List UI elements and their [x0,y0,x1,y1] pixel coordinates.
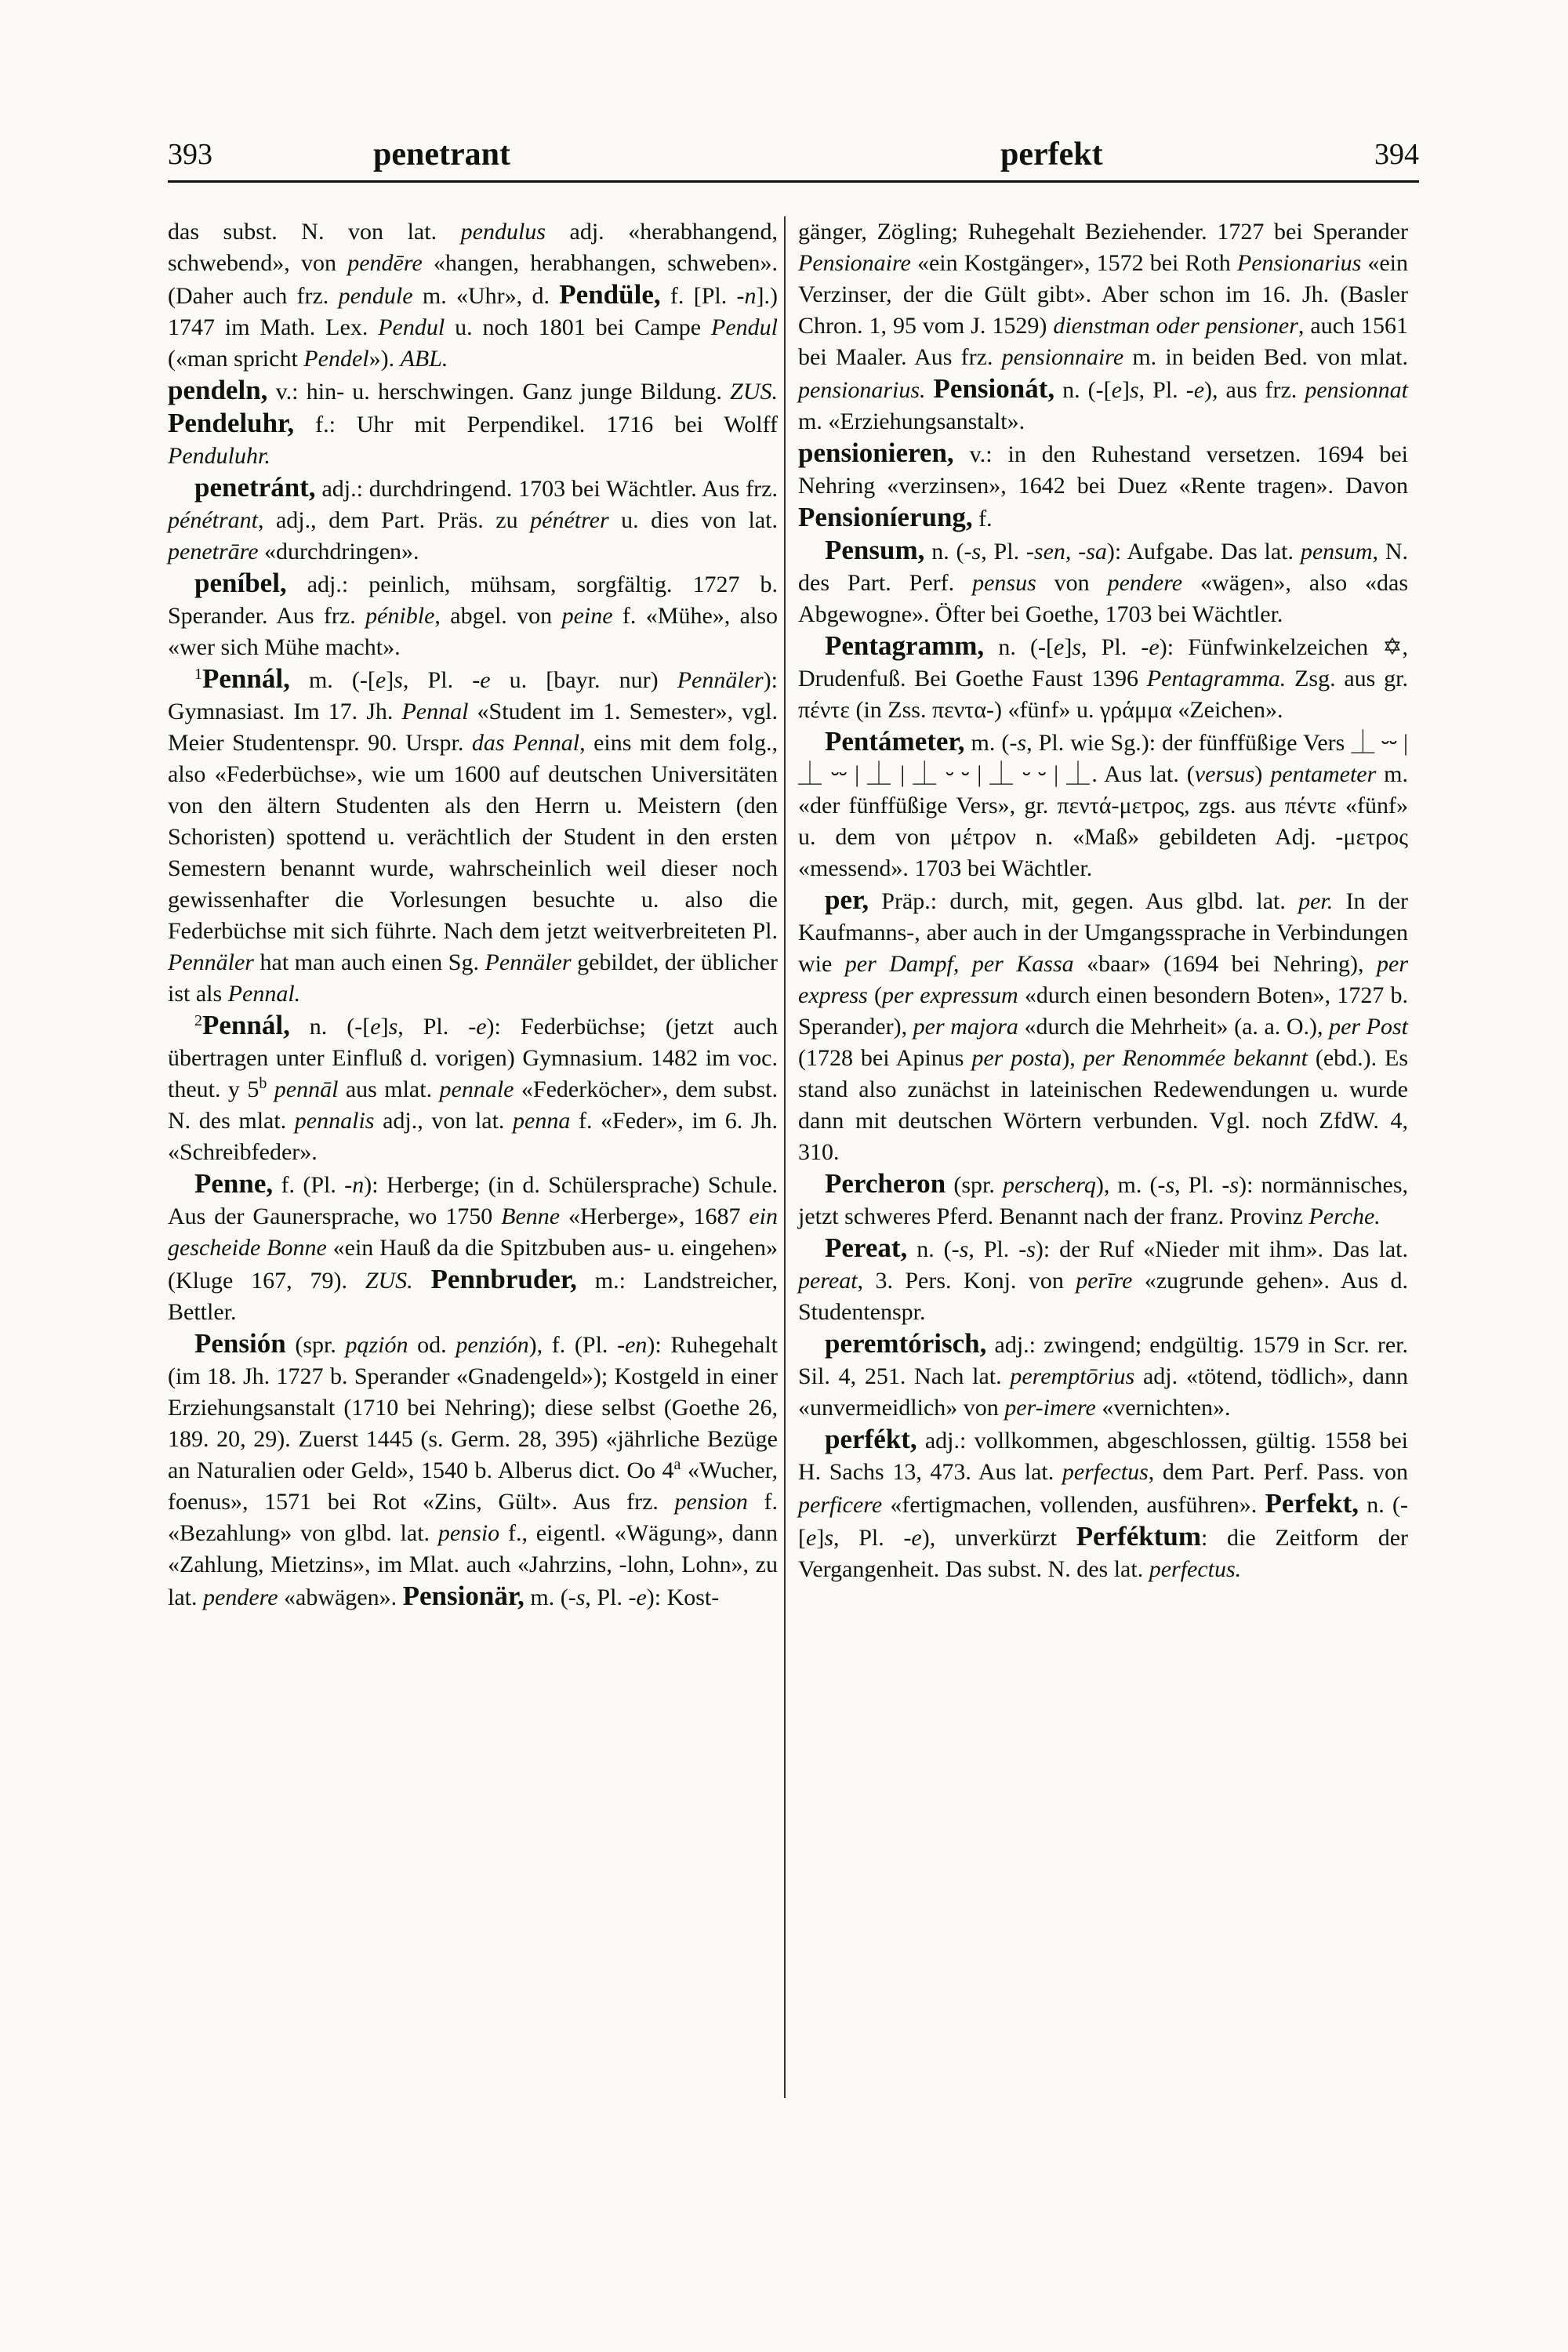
headword: Pendüle, [559,279,661,310]
italic-text: Pennäler [677,667,764,693]
italic-text: penna [513,1108,571,1134]
entry-text: «Wucher, foenus», 1571 bei Rot «Zins, Gült». Aus frz. [168,1457,778,1515]
entry-text: m. (-[ [289,667,376,693]
dictionary-entry [168,663,778,1010]
entry-text: (ebd.). Es stand also zunächst in lateinischen Redewendungen u. wurde dann mit deutschen Wörtern verbunden. Vgl. noch ZfdW. 4, 310. [798,1045,1409,1165]
entry-text: ): normännisches, jetzt schweres Pferd. Benannt nach der franz. Provinz [798,1172,1409,1229]
entry-text: ] [816,1525,825,1551]
entry-text: , Pl. [833,1525,904,1551]
headword: Pennál, [202,1010,290,1040]
entry-text: Zsg. aus gr. πέντε (in Zss. πεντα-) «fünf» u. γράμμα «Zeichen». [798,666,1408,723]
italic-text: pendule [338,283,413,309]
entry-text: adj.: peinlich, mühsam, sorgfältig. 1727 b. Sperander. Aus frz. [168,572,778,629]
entry-text: ): der Ruf «Nieder mit ihm». Das lat. [1035,1236,1408,1262]
italic-text: per-imere [1004,1395,1096,1421]
italic-text: pendēre [347,250,423,276]
entry-text: ] [1121,377,1130,403]
italic-text: Perche. [1308,1203,1381,1229]
headword: penetránt, [194,472,316,503]
italic-text: pennāl [274,1076,339,1102]
entry-text: m. (- [524,1584,576,1610]
entry-text: «baar» (1694 bei Nehring), [1073,951,1377,977]
italic-text: ZUS. [365,1268,413,1294]
entry-text: ), unverkürzt [921,1525,1076,1551]
entry-text: das subst. N. von lat. [168,219,461,245]
italic-text: penzión [456,1332,529,1358]
headword: Pensum, [825,535,925,565]
italic-text: Pendul [378,314,445,340]
italic-text: Pentagramma. [1146,666,1287,691]
italic-text: -e [628,1584,647,1610]
italic-text: ein gescheide Bonne [168,1203,778,1261]
entry-text: f. «Bezahlung» von glbd. lat. [168,1489,778,1546]
entry-text: «Herberge», 1687 [560,1203,750,1229]
entry-text: , eins mit dem folg., also «Federbüchse», wie um 1600 auf deutschen Universitäten von den ältern Studenten als den Herrn u. Meistern (den Schoristen) spottend u. verächtlich der Student in den ersten Semestern benannt wurde, wahrscheinlich weil dieser noch gewissenhafter die Vorlesungen besuchte u. also die Federbüchse mit sich führte. Nach dem jetzt weitverbreiteten Pl. [168,730,779,944]
entry-text: (spr. [946,1172,1003,1198]
italic-text: peine [561,603,613,629]
dictionary-entry [168,1168,778,1328]
entry-text: adj. «herabhangend, schwebend», von [168,219,778,276]
italic-text: pensio [437,1520,500,1546]
entry-text: ), f. (Pl. [528,1332,618,1358]
entry-text: , dem Part. Perf. Pass. von [1148,1459,1408,1485]
dictionary-entry [798,1424,1408,1585]
entry-text: m. «Erziehungsanstalt». [798,408,1025,434]
entry-text: u. noch 1801 bei Campe [445,314,712,340]
dictionary-entry [798,1232,1408,1328]
headword: pensionieren, [798,437,954,468]
entry-text: n. (- [907,1236,960,1262]
italic-text: perscherq [1003,1172,1096,1198]
entry-text: adj.: zwingend; endgültig. 1579 in Scr. rer. Sil. 4, 251. Nach lat. [798,1332,1408,1389]
entry-text: adj. «tötend, tödlich», dann «unvermeidlich» von [798,1363,1408,1421]
page-number-left: 393 [168,138,212,171]
entry-text: aus mlat. [338,1076,440,1102]
italic-text: per Post [1329,1014,1408,1040]
entry-text: ].) 1747 im Math. Lex. [168,283,778,340]
italic-text: pereat [798,1268,858,1294]
entry-text: ) [1254,761,1271,787]
entry-text: ] [386,667,394,693]
italic-text: e [375,667,387,693]
dictionary-entry [168,375,778,472]
entry-text: ): Federbüchse; (jetzt auch übertragen unter Einfluß d. vorigen) Gymnasium. 1482 im voc. theut. y 5 [168,1014,778,1102]
headword: Pensionát, [933,373,1055,404]
entry-text: gebildet, der üblicher ist als [168,949,778,1007]
italic-text: e [806,1525,817,1551]
italic-text: pensionnat [1305,377,1408,403]
entry-text: «hangen, herabhangen, schweben». (Daher auch frz. [168,250,778,309]
italic-text: -e [1185,377,1205,403]
entry-text: , Pl. [968,1236,1019,1262]
italic-text: penetrāre [168,539,259,564]
entry-text: , N. des Part. Perf. [798,539,1408,596]
italic-text: s [388,1014,398,1040]
entry-text: od. [408,1332,456,1358]
entry-text: u. [bayr. nur) [490,667,677,693]
entry-text [926,377,934,403]
italic-text: peremptōrius [1010,1363,1135,1389]
italic-text: pennale [439,1076,514,1102]
italic-text: s [824,1525,834,1551]
dictionary-entry [798,216,1408,437]
entry-text: ): Gymnasiast. Im 17. Jh. [168,667,778,724]
italic-text: ABL. [400,346,448,372]
entry-text: f.: Uhr mit Perpendikel. 1716 bei Wolff [294,412,778,437]
headword: peníbel, [194,568,287,598]
entry-text: ): Fünfwinkelzeichen ✡, Drudenfuß. Bei Goethe Faust 1396 [798,634,1408,691]
dictionary-entry [798,884,1408,1168]
italic-text: s [1165,1172,1175,1198]
entry-text [267,1076,274,1102]
headword: Pennbruder, [430,1264,577,1294]
entry-text: , Pl. [402,667,473,693]
entry-text: , Pl. [1081,634,1142,660]
entry-text: , adj., dem Part. Präs. zu [257,507,531,533]
italic-text: pendulus [460,219,546,245]
italic-text: pensionarius. [798,377,926,403]
headword: Penne, [194,1168,274,1199]
dictionary-entry [798,726,1408,884]
italic-text: -e [1141,634,1160,660]
italic-text: Pennäler [485,949,572,975]
entry-text: m.: Landstreicher, Bettler. [168,1268,778,1325]
entry-text: f. «Mühe», also «wer sich Mühe macht». [168,603,779,660]
entry-text: m. «der fünffüßige Vers», gr. πεντά-μετρος, zgs. aus πέντε «fünf» u. dem von μέτρον n. «Maß» gebildeten Adj. -μετρος «messend». 1703 bei Wächtler. [798,761,1409,881]
italic-text: pendere [1107,570,1183,596]
italic-text: s [1017,730,1027,756]
entry-text: n. (-[ [798,1492,1408,1551]
italic-text: Pendel [303,346,369,372]
entry-text: «durchdringen». [258,539,419,564]
headword: peremtórisch, [825,1328,987,1359]
entry-text: n. (- [924,539,972,564]
italic-text: Pennal [401,699,469,724]
dictionary-entry [168,568,778,663]
entry-text: «Student im 1. Semester», vgl. Meier Studentenspr. 90. Urspr. [168,699,779,756]
entry-text: «durch einen besondern Boten», 1727 b. Sperander), [798,982,1408,1040]
italic-text: per posta [971,1045,1062,1071]
entry-text: , Pl. [585,1584,629,1610]
entry-text: Präp.: durch, mit, gegen. Aus glbd. lat. [869,888,1299,914]
page-header [168,135,1419,187]
italic-text: per majora [913,1014,1018,1040]
running-head-left: penetrant [373,136,510,172]
superscript: a [673,1456,681,1473]
entry-text: ), m. (- [1095,1172,1166,1198]
running-head-right: perfekt [1000,136,1103,172]
italic-text: perficere [798,1492,883,1518]
entry-text: »). [368,346,401,372]
italic-text: s [394,667,403,693]
italic-text: pennalis [294,1108,375,1134]
italic-text: s [575,1584,586,1610]
italic-text: -n [736,283,757,309]
italic-text: pénétrant [168,507,258,533]
headword: Perféktum [1076,1521,1201,1552]
entry-text: ): Ruhegehalt (im 18. Jh. 1727 b. Sperander «Gnadengeld»); Kostgeld in einer Erziehungsanstalt (1710 bei Nehring); diese selbst (Goethe 26, 189. 20, 29). Zuerst 1445 (s. Germ. 28, 395) «jährliche Bezüge an Naturalien oder Geld», 1540 b. Alberus dict. Oo 4 [168,1332,778,1483]
right-column [798,216,1408,1585]
entry-text: n. (-[ [289,1014,371,1040]
entry-text: , Pl. [1138,377,1186,403]
italic-text: pension [674,1489,748,1515]
headword: Pennál, [202,663,290,694]
entry-text: «vernichten». [1095,1395,1231,1421]
italic-text: s [1129,377,1139,403]
entry-text: v.: in den Ruhestand versetzen. 1694 bei Nehring «verzinsen», 1642 bei Duez «Rente tragen». Davon [798,441,1408,499]
italic-text: pénible [365,603,435,629]
italic-text: perfectus. [1149,1556,1242,1582]
italic-text: Pensionarius [1236,250,1362,276]
dictionary-entry [168,1010,778,1168]
entry-text: ), [1062,1045,1083,1071]
page-number-right: 394 [1374,138,1419,171]
entry-text: , abgel. von [434,603,562,629]
italic-text: -e [468,1014,487,1040]
dictionary-entry [798,437,1408,535]
italic-text: per Renommée bekannt [1083,1045,1308,1071]
entry-text: f. (Pl. [273,1172,345,1198]
italic-text: dienstman oder pensioner [1053,313,1298,339]
entry-text: (1728 bei Apinus [798,1045,972,1071]
entry-text: «ein Kostgänger», 1572 bei Roth [910,250,1237,276]
header-rule [168,180,1419,183]
italic-text: e [370,1014,381,1040]
italic-text: Pensionaire [798,250,911,276]
dictionary-entry [798,1328,1408,1424]
italic-text: s [971,539,982,564]
headword: perfékt, [825,1424,917,1454]
italic-text: -s [1221,1172,1240,1198]
entry-text: : die Zeitform der Vergangenheit. Das subst. N. des lat. [798,1525,1408,1582]
entry-text: adj.: durchdringend. 1703 bei Wächtler. Aus frz. [315,476,778,502]
entry-text: f. [972,506,993,532]
superscript: b [259,1075,267,1092]
entry-text: «fertigmachen, vollenden, ausführen». [882,1492,1265,1518]
entry-text: ), aus frz. [1204,377,1305,403]
dictionary-entry [168,1328,778,1613]
entry-text: , Pl. [1174,1172,1222,1198]
entry-text: m. «Uhr», d. [412,283,560,309]
headword: Pereat, [825,1232,908,1263]
headword: pendeln, [168,375,268,405]
italic-text: -n [344,1172,365,1198]
italic-text: pensus [972,570,1036,596]
superscript: 2 [194,1012,202,1029]
entry-text: ( [867,982,883,1008]
headword: Pentagramm, [825,630,985,661]
dictionary-entry [798,535,1408,630]
headword: Pentámeter, [825,726,965,757]
entry-text: m. (- [964,730,1018,756]
entry-text: n. (-[ [1054,377,1112,403]
entry-text: u. dies von lat. [608,507,779,533]
headword: Pensión [194,1328,286,1359]
entry-text: «wägen», also «das Abgewogne». Öfter bei Goethe, 1703 bei Wächtler. [798,570,1409,627]
italic-text: -s [1018,1236,1036,1262]
entry-text: «ein Verzinser, der die Gült gibt». Aber schon im 16. Jh. (Basler Chron. 1, 95 vom J. 1529) [798,250,1408,339]
entry-text: «ein Hauß da die Spitzbuben aus- u. eingehen» (Kluge 167, 79). [168,1235,778,1294]
entry-text: m. in beiden Bed. von mlat. [1123,344,1409,370]
entry-text: hat man auch einen Sg. [253,949,485,975]
entry-text: («man spricht [168,346,304,372]
entry-text: «abwägen». [278,1584,403,1610]
superscript: 1 [194,666,202,683]
dictionary-entry [798,1168,1408,1232]
entry-text: gänger, Zögling; Ruhegehalt Beziehender. 1727 bei Sperander [798,219,1408,245]
dictionary-entry [798,630,1408,726]
dictionary-entry [168,216,778,375]
italic-text: ZUS. [730,379,778,405]
headword: Perfekt, [1265,1488,1359,1519]
entry-text: , auch 1561 bei Maaler. Aus frz. [798,313,1408,370]
italic-text: Penduluhr. [168,443,270,469]
italic-text: e [1111,377,1122,403]
left-column [168,216,778,1613]
italic-text: -en [617,1332,648,1358]
entry-text: In der Kaufmanns-, aber auch in der Umgangssprache in Verbindungen wie [798,888,1408,977]
entry-text: n. (-[ [984,634,1054,660]
entry-text: , Pl. wie Sg.): der fünffüßige Vers ⏊ ⏑⏑ | ⏊ ⏑⏑ | ⏊ | ⏊ ⏑ ⏑ | ⏊ ⏑ ⏑ | ⏊. Aus lat. ( [798,730,1408,787]
entry-text: f. [Pl. [660,283,737,309]
italic-text: perfectus [1062,1459,1149,1485]
italic-text: Benne [501,1203,561,1229]
entry-text: von [1036,570,1108,596]
entry-text: f. «Feder», im 6. Jh. «Schreibfeder». [168,1108,779,1165]
entry-text [413,1268,431,1294]
italic-text: pentameter [1270,761,1377,787]
italic-text: pensum [1300,539,1373,564]
entry-text: «durch die Mehrheit» (a. a. O.), [1018,1014,1330,1040]
italic-text: perīre [1076,1268,1133,1294]
italic-text: pązión [345,1332,408,1358]
italic-text: pensionnaire [1001,344,1124,370]
entry-text: ): Aufgabe. Das lat. [1106,539,1301,564]
italic-text: per Dampf, per Kassa [844,951,1074,977]
entry-text: , 3. Pers. Konj. von [857,1268,1076,1294]
headword: Pensioníerung, [798,502,973,532]
italic-text: per expressum [882,982,1018,1008]
italic-text: Pendul [711,314,778,340]
italic-text: per. [1298,888,1334,914]
entry-text: ): Kost- [646,1584,720,1610]
entry-text: f., eigentl. «Wägung», dann «Zahlung, Mietzins», im Mlat. auch «Jahrzins, -lohn, Lohn», zu lat. [168,1520,778,1610]
entry-text: ] [380,1014,389,1040]
entry-text: ): Herberge; (in d. Schülersprache) Schule. Aus der Gaunersprache, wo 1750 [168,1172,779,1229]
column-divider [784,216,786,2098]
italic-text: versus [1194,761,1255,787]
italic-text: Pennal. [227,981,301,1007]
italic-text: per express [798,951,1408,1008]
headword: Pensionär, [402,1581,524,1611]
italic-text: das Pennal [471,730,580,756]
entry-text: «Federköcher», dem subst. N. des mlat. [168,1076,778,1134]
entry-text: adj.: vollkommen, abgeschlossen, gültig. 1558 bei H. Sachs 13, 473. Aus lat. [798,1428,1408,1485]
italic-text: pénétrer [530,507,609,533]
entry-text: «zugrunde gehen». Aus d. Studentenspr. [798,1268,1408,1325]
italic-text: s [959,1236,969,1262]
italic-text: Pennäler [168,949,254,975]
italic-text: s [1072,634,1082,660]
italic-text: pendere [203,1584,278,1610]
entry-text: v.: hin- u. herschwingen. Ganz junge Bildung. [267,379,731,405]
entry-text: , Pl. [981,539,1026,564]
italic-text: -e [472,667,491,693]
headword: Pendeluhr, [168,408,295,438]
headword: Percheron [825,1168,946,1199]
entry-text: (spr. [285,1332,346,1358]
italic-text: e [1054,634,1065,660]
dictionary-entry [168,472,778,568]
entry-text: , Pl. [397,1014,469,1040]
italic-text: -e [903,1525,922,1551]
entry-text: ] [1064,634,1073,660]
headword: per, [825,884,869,915]
italic-text: -sen, -sa [1025,539,1107,564]
entry-text: adj., von lat. [374,1108,514,1134]
